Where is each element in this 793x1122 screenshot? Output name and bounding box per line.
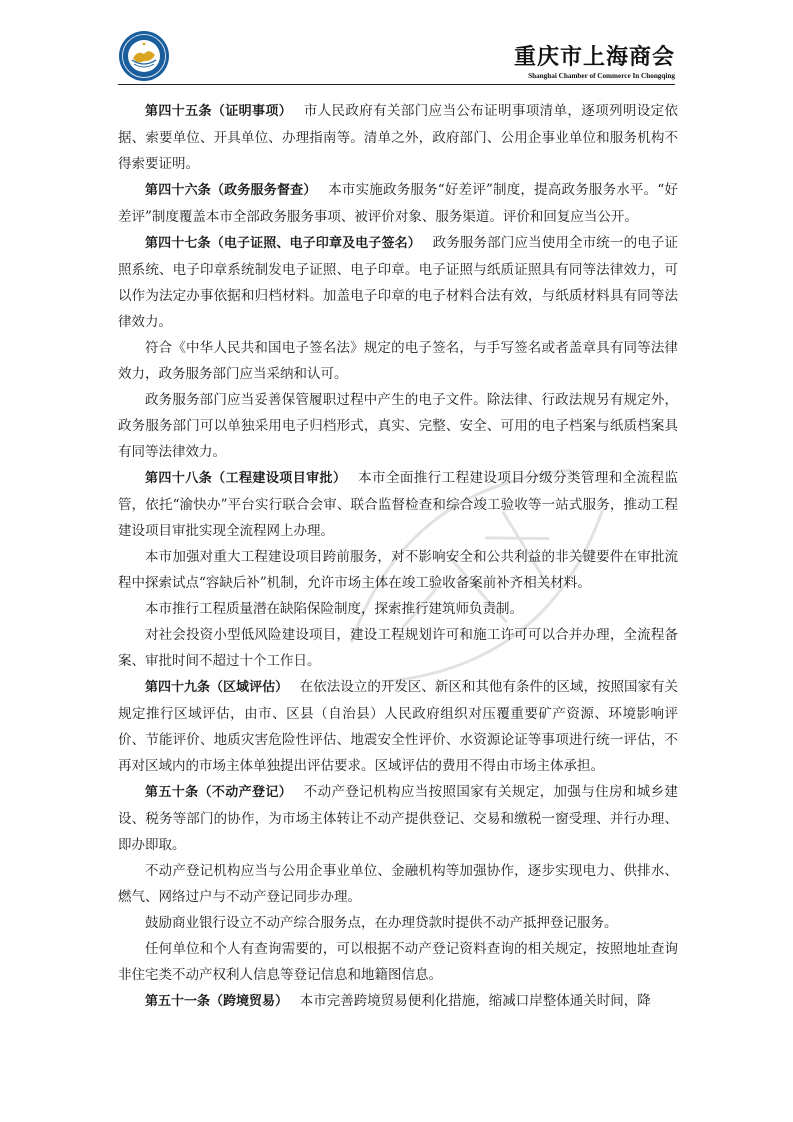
paragraph-text: 不动产登记机构应当与公用企事业单位、金融机构等加强协作，逐步实现电力、供排水、燃气、网络过户与不动产登记同步办理。 <box>118 863 678 905</box>
article-title: 第四十五条（证明事项） <box>145 104 293 119</box>
paragraph-text: 鼓励商业银行设立不动产综合服务点，在办理贷款时提供不动产抵押登记服务。 <box>145 915 618 931</box>
paragraph-text: 市人民政府有关部门应当公布证明事项清单，逐项列明设定依据、索要单位、开具单位、办理指南等。清单之外，政府部门、公用企事业单位和服务机构不得索要证明。 <box>118 103 678 172</box>
article-paragraph <box>118 335 678 387</box>
article-paragraph <box>118 622 678 674</box>
organization-name: 重庆市上海商会 <box>513 45 675 70</box>
article-title: 第四十七条（电子证照、电子印章及电子签名） <box>145 236 421 251</box>
article-paragraph <box>118 387 678 465</box>
article-paragraph <box>118 177 678 230</box>
paragraph-text: 对社会投资小型低风险建设项目，建设工程规划许可和施工许可可以合并办理，全流程备案、审批时间不超过十个工作日。 <box>118 627 678 669</box>
article-title: 第四十六条（政务服务督查） <box>145 183 317 198</box>
paragraph-text: 本市加强对重大工程建设项目跨前服务，对不影响安全和公共利益的非关键要件在审批流程中探索试点“容缺后补”机制，允许市场主体在竣工验收备案前补齐相关材料。 <box>118 549 678 591</box>
document-body <box>118 98 678 1015</box>
paragraph-text: 在依法设立的开发区、新区和其他有条件的区域，按照国家有关规定推行区域评估，由市、区县（自治县）人民政府组织对压覆重要矿产资源、环境影响评价、节能评价、地质灾害危险性评估、地震安全性评价、水资源论证等事项进行统一评估，不再对区域内的市场主体单独提出评估要求。区域评估的费用不得由市场主体承担。 <box>118 679 678 774</box>
article-title: 第五十一条（跨境贸易） <box>145 994 289 1009</box>
paragraph-text: 本市全面推行工程建设项目分级分类管理和全流程监管，依托“渝快办”平台实行联合会审、联合监督检查和综合竣工验收等一站式服务，推动工程建设项目审批实现全流程网上办理。 <box>118 470 678 539</box>
article-paragraph <box>118 858 678 910</box>
paragraph-text: 本市完善跨境贸易便利化措施，缩减口岸整体通关时间，降 <box>299 993 651 1009</box>
article-paragraph <box>118 988 678 1015</box>
paragraph-text: 本市推行工程质量潜在缺陷保险制度，探索推行建筑师负责制。 <box>145 601 523 617</box>
article-paragraph <box>118 936 678 988</box>
article-title: 第五十条（不动产登记） <box>145 785 293 800</box>
article-title: 第四十九条（区域评估） <box>145 680 289 695</box>
article-paragraph <box>118 674 678 779</box>
organization-name-english: Shanghai Chamber of Commerce In Chongqing <box>528 72 675 80</box>
paragraph-text: 不动产登记机构应当按照国家有关规定，加强与住房和城乡建设、税务等部门的协作，为市场主体转让不动产提供登记、交易和缴税一窗受理、并行办理、即办即取。 <box>118 784 678 853</box>
article-paragraph <box>118 779 678 858</box>
article-paragraph <box>118 465 678 544</box>
article-paragraph <box>118 230 678 335</box>
paragraph-text: 符合《中华人民共和国电子签名法》规定的电子签名，与手写签名或者盖章具有同等法律效力，政务服务部门应当采纳和认可。 <box>118 340 678 382</box>
article-paragraph <box>118 596 678 622</box>
chamber-logo-icon <box>118 30 170 82</box>
article-title: 第四十八条（工程建设项目审批） <box>145 471 347 486</box>
header-divider <box>118 84 675 85</box>
article-paragraph <box>118 910 678 936</box>
page-header <box>0 0 793 92</box>
paragraph-text: 政务服务部门应当妥善保管履职过程中产生的电子文件。除法律、行政法规另有规定外，政务服务部门可以单独采用电子归档形式，真实、完整、安全、可用的电子档案与纸质档案具有同等法律效力。 <box>118 392 678 460</box>
article-paragraph <box>118 544 678 596</box>
paragraph-text: 本市实施政务服务“好差评”制度，提高政务服务水平。“好差评”制度覆盖本市全部政务服务事项、被评价对象、服务渠道。评价和回复应当公开。 <box>118 182 678 225</box>
paragraph-text: 任何单位和个人有查询需要的，可以根据不动产登记资料查询的相关规定，按照地址查询非住宅类不动产权利人信息等登记信息和地籍图信息。 <box>118 941 678 983</box>
article-paragraph <box>118 98 678 177</box>
paragraph-text: 政务服务部门应当使用全市统一的电子证照系统、电子印章系统制发电子证照、电子印章。电子证照与纸质证照具有同等法律效力，可以作为法定办事依据和归档材料。加盖电子印章的电子材料合法有效，与纸质材料具有同等法律效力。 <box>118 235 678 330</box>
